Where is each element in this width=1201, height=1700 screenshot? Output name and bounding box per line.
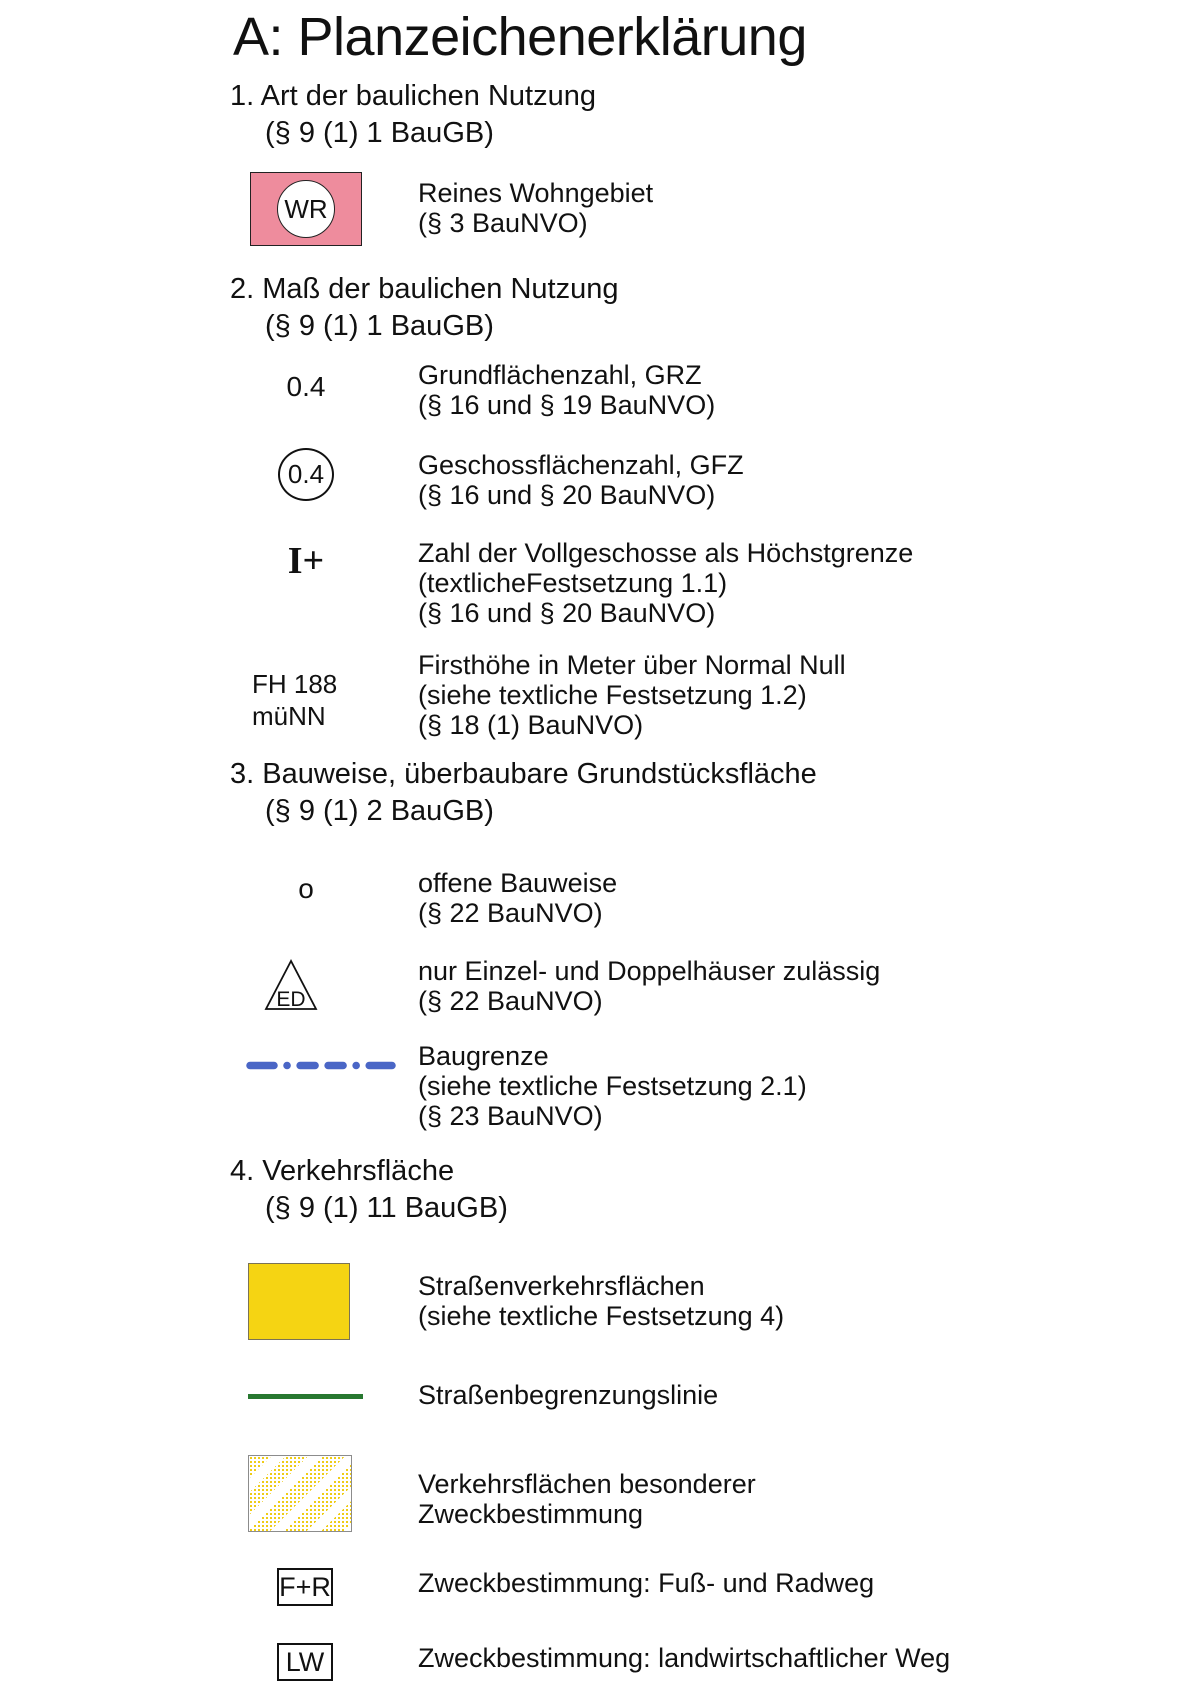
baugrenze-label-line3: (§ 23 BauNVO) <box>418 1101 603 1131</box>
firsthoehe-label-line1: Firsthöhe in Meter über Normal Null <box>418 650 846 680</box>
gfz-label-line2: (§ 16 und § 20 BauNVO) <box>418 480 716 510</box>
lw-label-line1: Zweckbestimmung: landwirtschaftlicher Weg <box>418 1643 951 1673</box>
wr-label <box>418 178 653 238</box>
offene-bauweise-label <box>418 868 617 928</box>
vollgeschosse-label-line2: (textlicheFestsetzung 1.1) <box>418 568 728 598</box>
street-boundary-label <box>418 1380 718 1410</box>
special-purpose-label-line1: Verkehrsflächen besonderer <box>418 1469 756 1499</box>
vollgeschosse-label-line1: Zahl der Vollgeschosse als Höchstgrenze <box>418 538 914 568</box>
ed-label-line1: nur Einzel- und Doppelhäuser zulässig <box>418 956 881 986</box>
ed-symbol-text: ED <box>276 988 306 1011</box>
section-1-title: 1. Art der baulichen Nutzung <box>230 80 596 112</box>
firsthoehe-label <box>418 650 846 740</box>
grz-label-line2: (§ 16 und § 19 BauNVO) <box>418 390 716 420</box>
fr-box-icon <box>277 1568 333 1606</box>
baugrenze-label <box>418 1041 807 1131</box>
gfz-label <box>418 450 744 510</box>
firsthoehe-label-line2: (siehe textliche Festsetzung 1.2) <box>418 680 807 710</box>
section-2-ref: (§ 9 (1) 1 BauGB) <box>265 310 494 342</box>
special-purpose-label-line2: Zweckbestimmung <box>418 1499 644 1529</box>
baugrenze-dashdot-line <box>246 1058 396 1073</box>
firsthoehe-symbol <box>252 668 337 732</box>
offene-bauweise-label-line1: offene Bauweise <box>418 868 618 898</box>
gfz-symbol-text: 0.4 <box>287 459 325 489</box>
gfz-label-line1: Geschossflächenzahl, GFZ <box>418 450 744 480</box>
street-area-label-line1: Straßenverkehrsflächen <box>418 1271 705 1301</box>
ed-label-line2: (§ 22 BauNVO) <box>418 986 603 1016</box>
grz-symbol: 0.4 <box>286 371 326 402</box>
lw-symbol-text: LW <box>285 1646 325 1677</box>
wr-label-line2: (§ 3 BauNVO) <box>418 208 588 238</box>
fr-label <box>418 1568 874 1598</box>
offene-bauweise-symbol: o <box>298 873 314 904</box>
firsthoehe-label-line3: (§ 18 (1) BauNVO) <box>418 710 644 740</box>
firsthoehe-symbol-line2: müNN <box>252 701 326 731</box>
fr-symbol-text: F+R <box>279 1571 331 1602</box>
section-4-title: 4. Verkehrsfläche <box>230 1155 455 1187</box>
section-1-ref: (§ 9 (1) 1 BauGB) <box>265 117 494 149</box>
vollgeschosse-symbol: I+ <box>287 540 325 582</box>
street-area-swatch <box>248 1263 350 1340</box>
wr-label-line1: Reines Wohngebiet <box>418 178 654 208</box>
lw-box-icon <box>277 1643 333 1681</box>
section-heading-4 <box>230 1153 508 1227</box>
grz-label-line1: Grundflächenzahl, GRZ <box>418 360 702 390</box>
ed-label <box>418 956 880 1016</box>
section-2-title: 2. Maß der baulichen Nutzung <box>230 273 619 305</box>
street-boundary-line <box>248 1394 363 1399</box>
baugrenze-label-line2: (siehe textliche Festsetzung 2.1) <box>418 1071 807 1101</box>
vollgeschosse-label-line3: (§ 16 und § 20 BauNVO) <box>418 598 716 628</box>
wr-symbol-text: WR <box>284 193 328 224</box>
section-3-ref: (§ 9 (1) 2 BauGB) <box>265 795 494 827</box>
special-purpose-label <box>418 1469 756 1529</box>
wr-circle-icon <box>277 180 335 238</box>
section-heading-3 <box>230 756 817 830</box>
street-boundary-label-line1: Straßenbegrenzungslinie <box>418 1380 719 1410</box>
street-area-label <box>418 1271 784 1331</box>
ed-triangle-icon <box>263 958 319 1012</box>
section-heading-1 <box>230 78 596 152</box>
special-purpose-hatch-swatch <box>248 1455 352 1532</box>
lw-label <box>418 1643 950 1673</box>
page-title: A: Planzeichenerklärung <box>233 7 807 67</box>
section-4-ref: (§ 9 (1) 11 BauGB) <box>265 1192 508 1224</box>
wr-area-swatch <box>250 172 362 246</box>
fr-label-line1: Zweckbestimmung: Fuß- und Radweg <box>418 1568 875 1598</box>
street-area-label-line2: (siehe textliche Festsetzung 4) <box>418 1301 785 1331</box>
section-3-title: 3. Bauweise, überbaubare Grundstücksfläche <box>230 758 817 790</box>
offene-bauweise-label-line2: (§ 22 BauNVO) <box>418 898 603 928</box>
firsthoehe-symbol-line1: FH 188 <box>252 669 338 699</box>
gfz-ellipse-icon <box>278 448 334 501</box>
grz-label <box>418 360 715 420</box>
baugrenze-label-line1: Baugrenze <box>418 1041 549 1071</box>
vollgeschosse-label <box>418 538 913 628</box>
section-heading-2 <box>230 271 619 345</box>
